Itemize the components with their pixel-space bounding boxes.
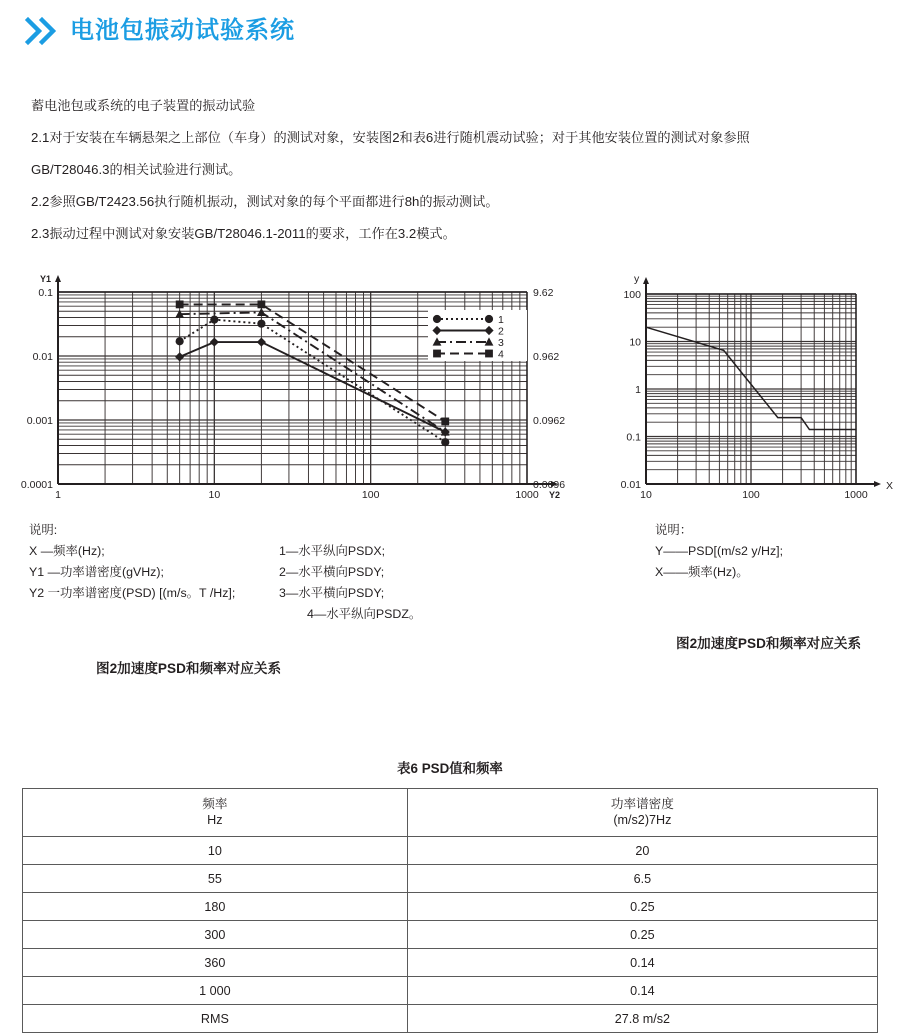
plot-area-right bbox=[643, 277, 881, 487]
paragraph-2: GB/T28046.3的相关试验进行测试。 bbox=[31, 162, 242, 177]
data-point-diamond bbox=[210, 337, 219, 346]
data-point-circle bbox=[176, 337, 184, 345]
legend-label: 2 bbox=[498, 325, 504, 338]
data-point-square bbox=[485, 350, 493, 358]
table-row bbox=[23, 1005, 878, 1033]
notes-title-left: 说明: bbox=[29, 523, 58, 537]
x-tick-label: 10 bbox=[640, 489, 652, 501]
x-tick-label: 10 bbox=[208, 489, 221, 501]
x-tick-label: 100 bbox=[742, 489, 760, 501]
page-title: 电池包振动试验系统 bbox=[70, 17, 295, 44]
data-point-diamond bbox=[257, 337, 266, 346]
header-psd-line2: (m/s2)7Hz bbox=[613, 813, 672, 827]
table-header-row bbox=[23, 789, 878, 837]
data-point-circle bbox=[257, 320, 265, 328]
cell-frequency: RMS bbox=[23, 1005, 408, 1033]
table-title: 表6 PSD值和频率 bbox=[397, 761, 503, 776]
y-tick-label: 100 bbox=[623, 289, 641, 301]
intro-text bbox=[31, 95, 871, 255]
data-point-circle bbox=[210, 316, 218, 324]
chart-figure-2-left bbox=[22, 262, 592, 507]
data-point-circle bbox=[441, 438, 449, 446]
series-line bbox=[180, 304, 446, 421]
table-row bbox=[23, 977, 878, 1005]
y-tick-label: 0.01 bbox=[32, 351, 53, 363]
figure-left-notes bbox=[29, 520, 589, 625]
cell-psd: 27.8 m/s2 bbox=[407, 1005, 877, 1033]
y2-axis-title: Y2 bbox=[549, 490, 561, 500]
y2-tick-label: 9.62 bbox=[533, 287, 554, 299]
table-header-frequency bbox=[23, 789, 408, 837]
axis-note-spacer bbox=[29, 604, 279, 625]
figure-left-caption: 图2加速度PSD和频率对应关系 bbox=[96, 661, 282, 676]
y2-tick-label: 0.962 bbox=[533, 351, 560, 363]
chart-figure-2-right bbox=[608, 262, 893, 507]
cell-psd: 0.25 bbox=[407, 921, 877, 949]
y-tick-label: 0.1 bbox=[626, 431, 641, 444]
figure-right-caption: 图2加速度PSD和频率对应关系 bbox=[676, 636, 862, 651]
paragraph-0: 蓄电池包或系统的电子装置的振动试验 bbox=[31, 98, 256, 113]
cell-psd: 6.5 bbox=[407, 865, 877, 893]
data-point-circle bbox=[485, 315, 493, 323]
data-point-circle bbox=[433, 315, 441, 323]
series-note-1: 1—水平纵向PSDX; bbox=[279, 544, 386, 558]
double-chevron-right-icon bbox=[26, 18, 60, 44]
data-point-square bbox=[176, 301, 184, 309]
cell-frequency: 300 bbox=[23, 921, 408, 949]
header-psd-line1: 功率谱密度 bbox=[610, 797, 674, 811]
notes-title-right: 说明： bbox=[655, 523, 693, 537]
page-header bbox=[26, 18, 295, 44]
figure-right-notes bbox=[655, 520, 895, 583]
cell-psd: 0.25 bbox=[407, 893, 877, 921]
series-note-3: 3—水平横向PSDY; bbox=[279, 586, 385, 600]
series-note-4: 4—水平纵向PSDZ。 bbox=[307, 607, 422, 621]
y-axis-arrow bbox=[55, 275, 61, 282]
cell-psd: 20 bbox=[407, 837, 877, 865]
y-tick-label: 1 bbox=[635, 384, 641, 396]
x-tick-label: 1000 bbox=[515, 489, 539, 501]
paragraph-3: 2.2参照GB/T2423.56执行随机振动，测试对象的每个平面都进行8h的振动测试。 bbox=[31, 194, 499, 209]
header-frequency-line2: Hz bbox=[207, 813, 223, 827]
x-tick-label: 1 bbox=[55, 489, 61, 501]
plot-area-left bbox=[55, 275, 558, 487]
data-point-diamond bbox=[175, 352, 184, 361]
y-axis-title: y bbox=[634, 273, 640, 285]
legend-label: 3 bbox=[498, 337, 504, 349]
table-row bbox=[23, 921, 878, 949]
y2-tick-label: 0.0962 bbox=[533, 415, 566, 427]
x-tick-label: 100 bbox=[361, 489, 380, 501]
cell-psd: 0.14 bbox=[407, 949, 877, 977]
series-note-2: 2—水平横向PSDY; bbox=[279, 565, 385, 579]
cell-psd: 0.14 bbox=[407, 977, 877, 1005]
paragraph-4: 2.3振动过程中测试对象安装GB/T28046.1-2011的要求，工作在3.2模式。 bbox=[31, 226, 456, 241]
table-row bbox=[23, 893, 878, 921]
series-3 bbox=[175, 308, 449, 436]
series-2 bbox=[175, 337, 450, 436]
right-note-x: X——频率(Hz)。 bbox=[655, 565, 749, 579]
legend-label: 4 bbox=[498, 348, 504, 361]
header-frequency-line1: 频率 bbox=[202, 797, 228, 811]
y-axis-title: Y1 bbox=[40, 274, 52, 284]
data-point-square bbox=[441, 418, 449, 426]
y-tick-label: 0.1 bbox=[38, 287, 53, 299]
table-header-psd bbox=[407, 789, 877, 837]
psd-table bbox=[22, 788, 878, 1033]
right-note-y: Y——PSD[(m/s2 y/Hz]; bbox=[655, 544, 784, 558]
axis-note-y1: Y1 —功率谱密度(gVHz); bbox=[29, 565, 164, 579]
cell-frequency: 1 000 bbox=[23, 977, 408, 1005]
y2-tick-label: 0.0096 bbox=[533, 479, 566, 491]
cell-frequency: 55 bbox=[23, 865, 408, 893]
legend-label: 1 bbox=[498, 314, 504, 326]
paragraph-1: 2.1对于安装在车辆悬架之上部位（车身）的测试对象，安装图2和表6进行随机震动试验；对于其他安装位置的测试对象参照 bbox=[31, 130, 750, 145]
series-line bbox=[180, 312, 446, 432]
chart-legend bbox=[428, 310, 527, 361]
cell-frequency: 180 bbox=[23, 893, 408, 921]
x-tick-label: 1000 bbox=[844, 489, 868, 501]
y-tick-label: 0.0001 bbox=[20, 479, 53, 491]
data-point-square bbox=[257, 301, 265, 309]
series-1 bbox=[176, 316, 450, 447]
y-tick-label: 10 bbox=[629, 336, 641, 349]
cell-frequency: 360 bbox=[23, 949, 408, 977]
axis-note-y2: Y2 一功率谱密度(PSD) [(m/s。T /Hz]; bbox=[29, 586, 236, 600]
table-row bbox=[23, 949, 878, 977]
axis-note-x: X —频率(Hz); bbox=[29, 544, 105, 558]
y-axis-arrow bbox=[643, 277, 649, 284]
data-point-square bbox=[433, 350, 441, 358]
figures-region bbox=[0, 262, 900, 682]
x-axis-title: X bbox=[886, 480, 894, 492]
data-point-triangle bbox=[257, 308, 266, 316]
y-tick-label: 0.001 bbox=[26, 415, 53, 427]
x-axis-arrow bbox=[874, 481, 881, 487]
table-row bbox=[23, 865, 878, 893]
table-row bbox=[23, 837, 878, 865]
cell-frequency: 10 bbox=[23, 837, 408, 865]
y-tick-label: 0.01 bbox=[620, 479, 641, 491]
